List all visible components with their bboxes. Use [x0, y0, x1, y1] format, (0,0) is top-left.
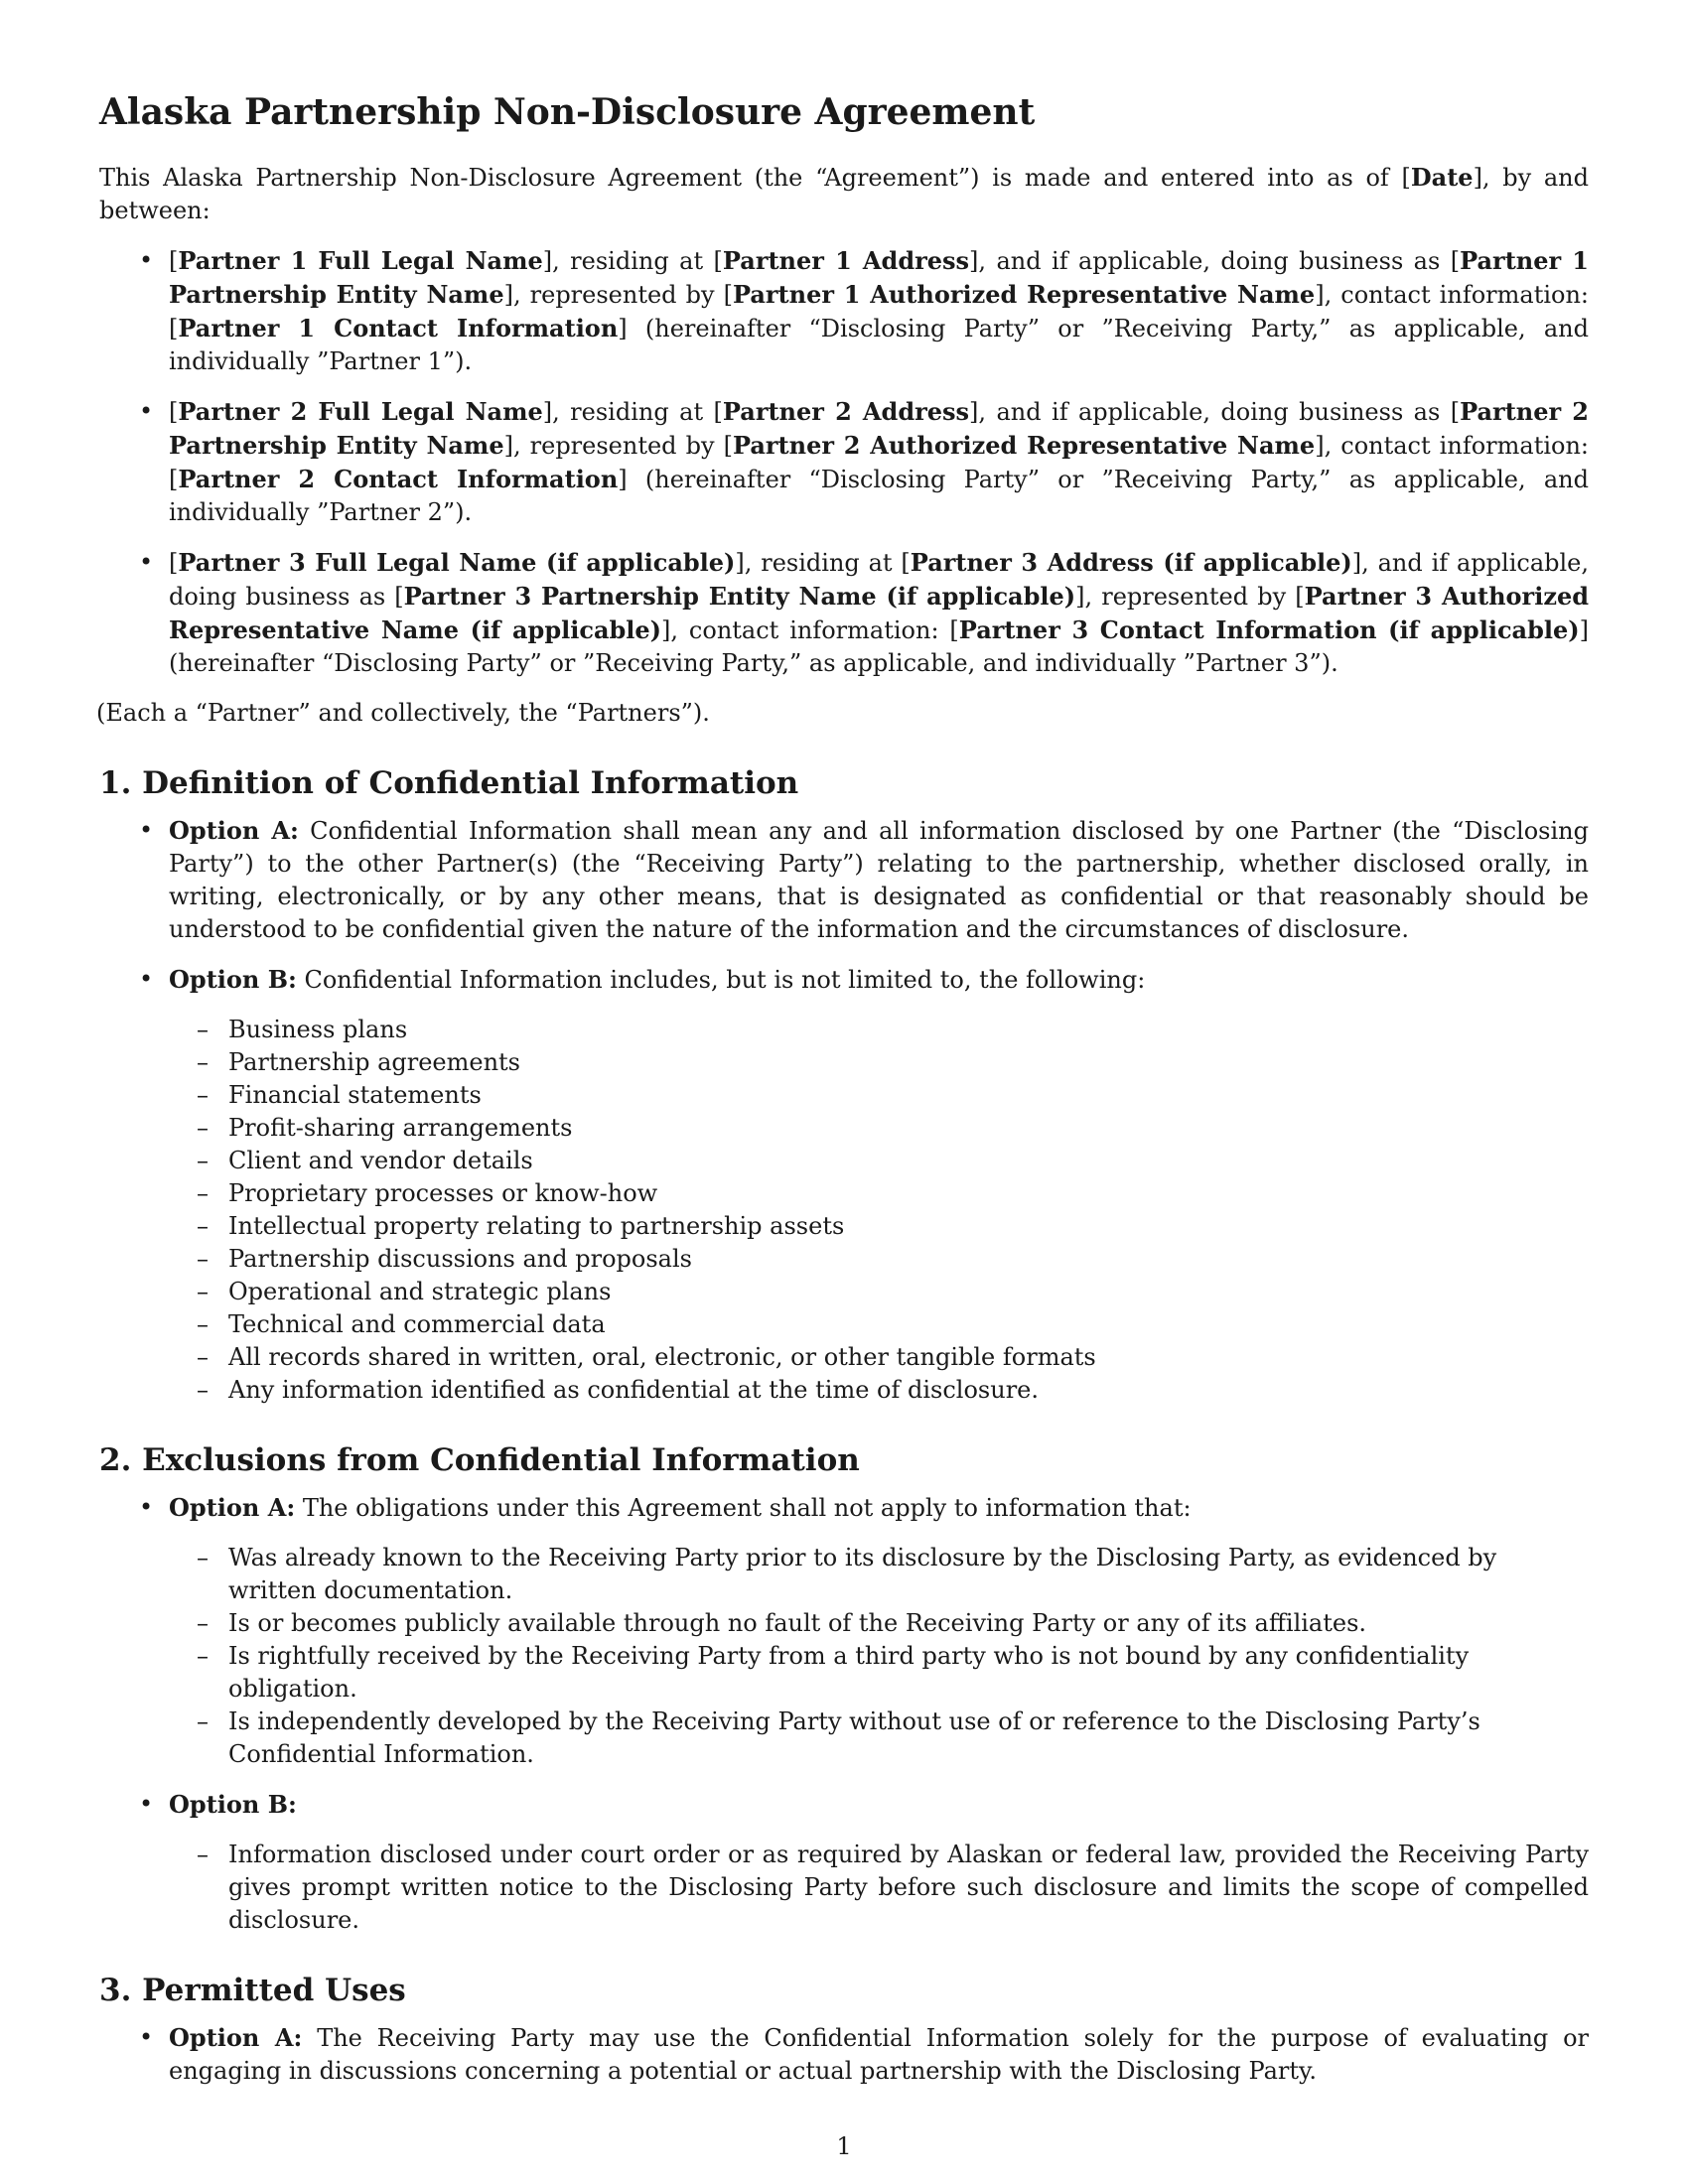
section-2-option-b	[99, 1788, 1589, 1822]
connector-text: ]	[618, 315, 628, 342]
list-item: – Intellectual property relating to partnership assets	[99, 1210, 1589, 1243]
connector-text: ], represented by [	[503, 281, 733, 309]
partner-entity: Partner 3 Partnership Entity Name (if applicable)	[403, 582, 1076, 611]
exclusions-list	[99, 1542, 1589, 1771]
list-item: – Business plans	[99, 1014, 1589, 1046]
partner-representative: Partner 2 Authorized Representative Name	[732, 431, 1316, 460]
collective-definition: (Each a “Partner” and collectively, the “Partners”).	[96, 699, 710, 727]
section-1-option-a	[99, 814, 1589, 946]
option-label: Option A:	[169, 816, 299, 845]
connector-text: ], represented by [	[503, 432, 733, 460]
connector-text: ], and if applicable, doing business as [	[969, 247, 1461, 275]
option-text: The obligations under this Agreement shall not apply to information that:	[295, 1494, 1192, 1522]
list-item: – Partnership discussions and proposals	[99, 1243, 1589, 1276]
list-item: – Information disclosed under court order or as required by Alaskan or federal law, provided the Receiving Party gives prompt written notice to the Disclosing Party before such disclosure and limits the scope of compelled disclosure.	[99, 1839, 1589, 1937]
list-item: – Partnership agreements	[99, 1046, 1589, 1079]
partner-address: Partner 1 Address	[722, 246, 970, 275]
partner-name: Partner 3 Full Legal Name (if applicable)	[178, 548, 736, 577]
partner-1-item: • [Partner 1 Full Legal Name], residing at [Partner 1 Address], and if applicable, doing business as [Partner 1 Partnership Entity Name], represented by [Partner 1 Authorized Representative Name], contact information: [Partner 1 Contact Information] (hereinafter “Disclosing Party” or ”Receiving Party,” as applicable, and individually ”Partner 1”).	[99, 244, 1589, 378]
intro-text: This Alaska Partnership Non-Disclosure Agreement (the “Agreement”) is made and entered into as of [	[99, 164, 1411, 192]
option-label: Option B:	[169, 1790, 297, 1819]
list-item: – Technical and commercial data	[99, 1308, 1589, 1341]
option-text: Confidential Information shall mean any and all information disclosed by one Partner (the “Disclosing Party”) to the other Partner(s) (the “Receiving Party”) relating to the partnership, whether disclosed orally, in writing, electronically, or by any other means, that is designated as confidential or that reasonably should be understood to be confidential given the nature of the information and the circumstances of disclosure.	[169, 817, 1589, 943]
partner-tail: (hereinafter “Disclosing Party” or ”Receiving Party,” as applicable, and individually ”Partner 3”).	[169, 649, 1338, 677]
section-1-options	[99, 814, 1589, 997]
date-placeholder: Date	[1410, 163, 1474, 192]
section-3-heading: 3. Permitted Uses	[99, 1973, 406, 2008]
connector-text: ], residing at [	[542, 247, 723, 275]
section-2-option-a	[99, 1491, 1589, 1525]
section-1-option-b	[99, 963, 1589, 997]
connector-text: ], residing at [	[542, 398, 723, 426]
option-text: Confidential Information includes, but is not limited to, the following:	[296, 966, 1146, 994]
partner-contact: Partner 3 Contact Information (if applicable)	[958, 615, 1580, 644]
partners-list	[99, 244, 1589, 680]
connector-text: ], contact information: [	[169, 432, 1589, 493]
list-item: – Is independently developed by the Receiving Party without use of or reference to the Disclosing Party’s Confidential Information.	[99, 1706, 1589, 1771]
page-number: 1	[836, 2132, 852, 2160]
compelled-disclosure-list	[99, 1839, 1589, 1937]
confidential-info-list	[99, 1014, 1589, 1407]
partner-entity: Partner 1 Partnership Entity Name	[169, 246, 1589, 309]
option-label: Option A:	[169, 2023, 303, 2052]
connector-text: ]	[618, 466, 628, 493]
section-2-options	[99, 1491, 1589, 1525]
connector-text: ]	[1579, 616, 1590, 644]
intro-text-end: ], by and between:	[99, 164, 1589, 224]
partner-address: Partner 3 Address (if applicable)	[910, 548, 1352, 577]
list-item: – Was already known to the Receiving Party prior to its disclosure by the Disclosing Party, as evidenced by written documentation.	[99, 1542, 1589, 1607]
list-item: – Any information identified as confidential at the time of disclosure.	[99, 1374, 1589, 1407]
list-item: – Operational and strategic plans	[99, 1276, 1589, 1308]
partner-representative: Partner 1 Authorized Representative Name	[732, 280, 1316, 309]
section-3-option-a	[99, 2021, 1589, 2088]
list-item: – Is rightfully received by the Receiving Party from a third party who is not bound by any confidentiality obligation.	[99, 1640, 1589, 1706]
partner-contact: Partner 1 Contact Information	[178, 314, 619, 342]
list-item: – Financial statements	[99, 1079, 1589, 1112]
partner-entity: Partner 2 Partnership Entity Name	[169, 397, 1589, 460]
section-1-heading: 1. Definition of Confidential Information	[99, 765, 799, 801]
partner-tail: (hereinafter “Disclosing Party” or ”Receiving Party,” as applicable, and individually ”Partner 2”).	[169, 466, 1589, 526]
partner-tail: (hereinafter “Disclosing Party” or ”Receiving Party,” as applicable, and individually ”Partner 1”).	[169, 315, 1589, 375]
partner-address: Partner 2 Address	[722, 397, 970, 426]
partner-representative: Partner 3 Authorized Representative Name (if applicable)	[169, 582, 1589, 644]
list-item: – Proprietary processes or know-how	[99, 1177, 1589, 1210]
option-label: Option A:	[169, 1493, 296, 1522]
connector-text: ], represented by [	[1075, 583, 1305, 611]
list-item: – Is or becomes publicly available through no fault of the Receiving Party or any of its affiliates.	[99, 1607, 1589, 1640]
list-item: – Client and vendor details	[99, 1145, 1589, 1177]
connector-text: ], contact information: [	[169, 281, 1589, 342]
partner-contact: Partner 2 Contact Information	[178, 465, 619, 493]
partner-name: Partner 1 Full Legal Name	[178, 246, 543, 275]
partner-name: Partner 2 Full Legal Name	[178, 397, 543, 426]
list-item: – Profit-sharing arrangements	[99, 1112, 1589, 1145]
section-2-heading: 2. Exclusions from Confidential Information	[99, 1442, 860, 1478]
connector-text: ], and if applicable, doing business as [	[969, 398, 1461, 426]
option-text: The Receiving Party may use the Confidential Information solely for the purpose of evaluating or engaging in discussions concerning a potential or actual partnership with the Disclosing Party.	[169, 2024, 1589, 2085]
list-item: – All records shared in written, oral, electronic, or other tangible formats	[99, 1341, 1589, 1374]
partner-2-item: • [Partner 2 Full Legal Name], residing at [Partner 2 Address], and if applicable, doing business as [Partner 2 Partnership Entity Name], represented by [Partner 2 Authorized Representative Name], contact information: [Partner 2 Contact Information] (hereinafter “Disclosing Party” or ”Receiving Party,” as applicable, and individually ”Partner 2”).	[99, 395, 1589, 529]
connector-text: ], and if applicable, doing business as [	[169, 549, 1589, 611]
section-2-options-b	[99, 1788, 1589, 1822]
intro-paragraph	[99, 161, 1589, 227]
document-title: Alaska Partnership Non-Disclosure Agreement	[99, 91, 1036, 133]
connector-text: ], residing at [	[735, 549, 911, 577]
connector-text: ], contact information: [	[661, 616, 959, 644]
option-label: Option B:	[169, 965, 297, 994]
section-3-options	[99, 2021, 1589, 2088]
partner-3-item: • [Partner 3 Full Legal Name (if applicable)], residing at [Partner 3 Address (if applicable)], and if applicable, doing business as [Partner 3 Partnership Entity Name (if applicable)], represented by [Partner 3 Authorized Representative Name (if applicable)], contact information: [Partner 3 Contact Information (if applicable)] (hereinafter “Disclosing Party” or ”Receiving Party,” as applicable, and individually ”Partner 3”).	[99, 546, 1589, 680]
document-body	[96, 161, 1590, 2088]
